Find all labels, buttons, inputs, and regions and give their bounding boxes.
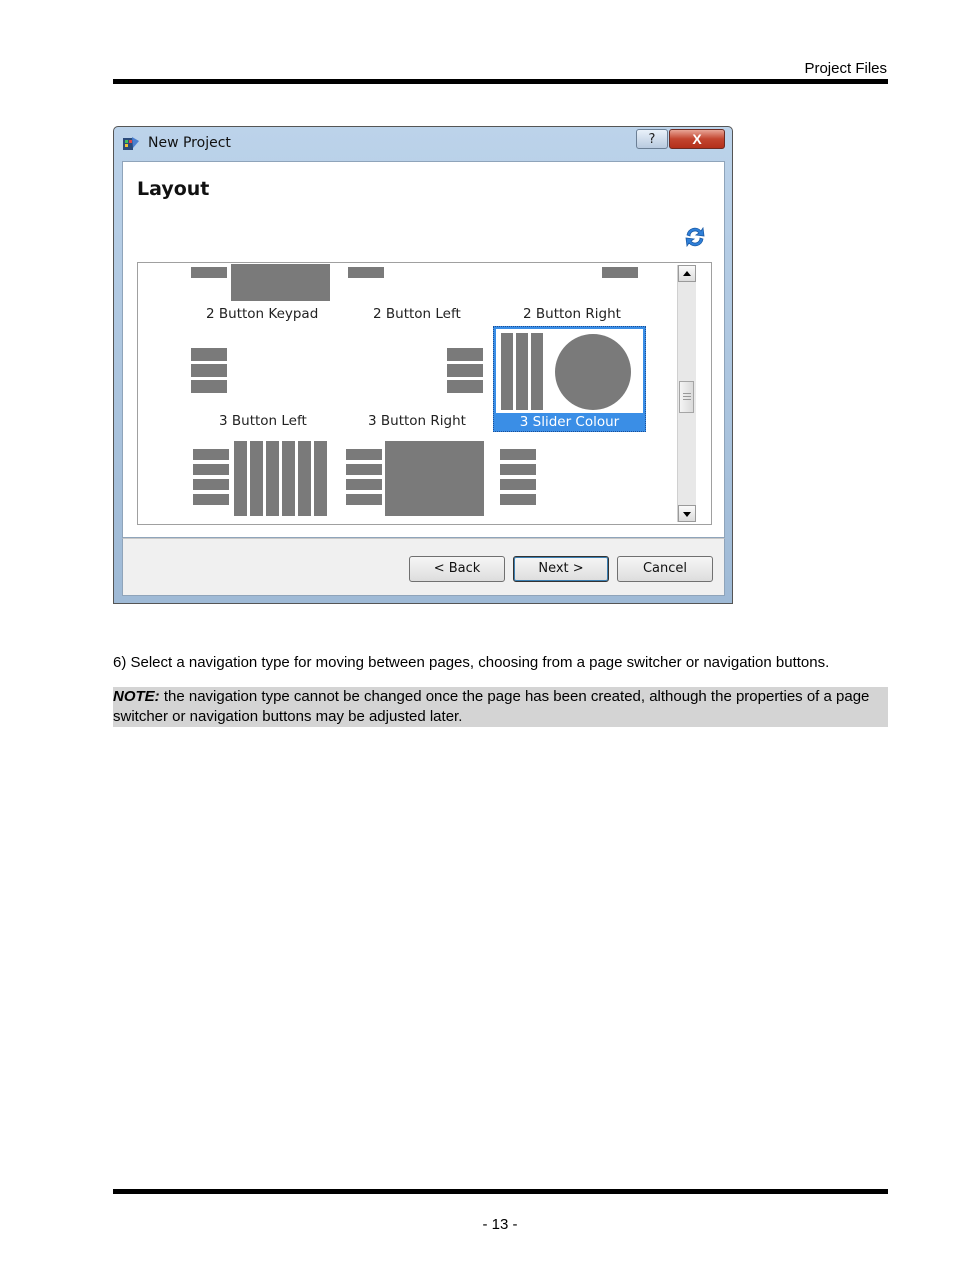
scroll-up-button[interactable] — [678, 265, 696, 282]
layout-label-3-slider-colour: 3 Slider Colour — [519, 414, 620, 430]
note-box — [113, 687, 888, 727]
back-button[interactable]: < Back — [409, 556, 505, 582]
close-button[interactable]: X — [669, 129, 725, 149]
page-header: Project Files — [804, 60, 887, 77]
instruction-paragraph: 6) Select a navigation type for moving between pages, choosing from a page switcher or navigation buttons. — [113, 654, 830, 671]
note-label: NOTE: — [113, 688, 160, 705]
help-button[interactable]: ? — [636, 129, 668, 149]
layout-item-3-slider-colour[interactable] — [493, 326, 646, 432]
layout-list-scrollbar[interactable] — [677, 265, 696, 522]
new-project-dialog — [113, 126, 733, 604]
layout-label-2-button-left[interactable]: 2 Button Left — [373, 306, 461, 322]
next-button[interactable]: Next > — [513, 556, 609, 582]
arrow-down-icon — [683, 512, 691, 517]
page-number: - 13 - — [482, 1216, 518, 1233]
dialog-titlebar[interactable] — [114, 127, 732, 161]
header-rule — [113, 79, 888, 84]
arrow-up-icon — [683, 271, 691, 276]
dialog-content — [122, 161, 725, 538]
dialog-title: New Project — [148, 135, 231, 151]
refresh-icon[interactable] — [682, 224, 708, 250]
scroll-thumb[interactable] — [679, 381, 694, 413]
app-icon — [122, 135, 140, 153]
layout-label-3-button-left[interactable]: 3 Button Left — [219, 413, 307, 429]
layout-list[interactable] — [137, 262, 712, 525]
layout-label-2-button-right[interactable]: 2 Button Right — [523, 306, 621, 322]
cancel-button[interactable]: Cancel — [617, 556, 713, 582]
footer-rule — [113, 1189, 888, 1194]
layout-label-3-button-right[interactable]: 3 Button Right — [368, 413, 466, 429]
dialog-button-bar — [122, 538, 725, 596]
layout-preview-3-slider-colour — [496, 329, 643, 413]
note-text: the navigation type cannot be changed once the page has been created, although the properties of a page switcher or navigation buttons may be adjusted later. — [113, 688, 870, 725]
page-title: Layout — [137, 178, 210, 200]
scroll-down-button[interactable] — [678, 505, 696, 522]
layout-label-2-button-keypad[interactable]: 2 Button Keypad — [206, 306, 319, 322]
